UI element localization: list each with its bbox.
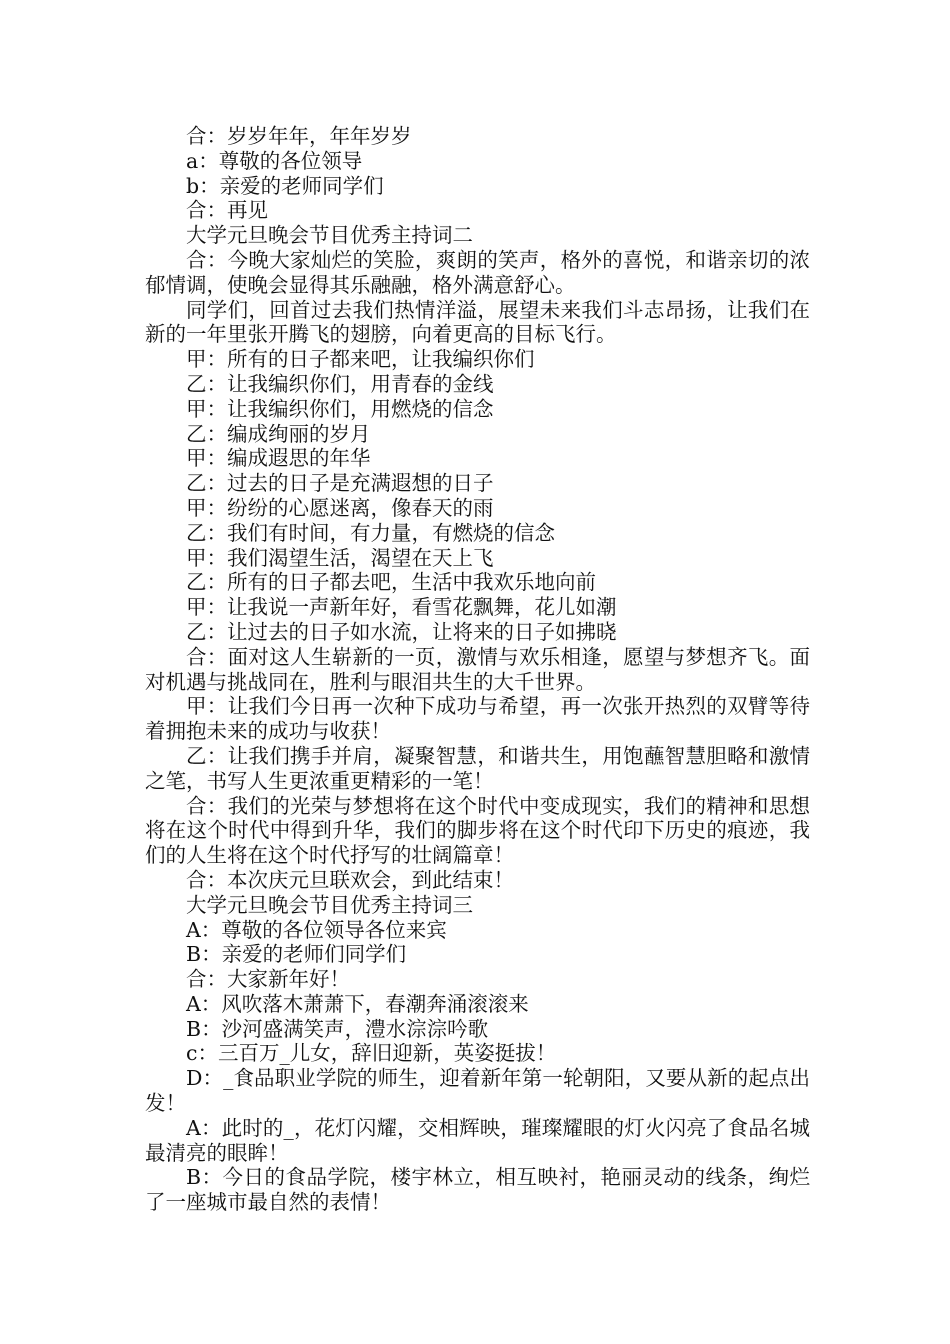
- paragraph: 合：岁岁年年，年年岁岁: [186, 124, 412, 148]
- paragraph: 合：本次庆元旦联欢会，到此结束！: [186, 867, 514, 892]
- paragraph: B：今日的食品学院，楼宇林立，相互映衬，艳丽灵动的线条，绚烂了一座城市最自然的表情！: [145, 1165, 810, 1215]
- paragraph: 甲：让我编织你们，用燃烧的信念: [186, 396, 494, 421]
- paragraph: 乙：让我们携手并肩，凝聚智慧，和谐共生，用饱蘸智慧胆略和激情之笔，书写人生更浓重更精彩的一笔！: [145, 743, 810, 793]
- paragraph: 甲：所有的日子都来吧，让我编织你们: [186, 347, 535, 372]
- section-heading: 大学元旦晚会节目优秀主持词二: [186, 223, 473, 248]
- paragraph: A：此时的_，花灯闪耀，交相辉映，璀璨耀眼的灯火闪亮了食品名城最清亮的眼眸！: [145, 1115, 810, 1165]
- paragraph: 乙：编成绚丽的岁月: [186, 421, 371, 446]
- paragraph: a：尊敬的各位领导: [186, 148, 363, 173]
- paragraph: 乙：让过去的日子如水流，让将来的日子如拂晓: [186, 619, 617, 644]
- section-heading: 大学元旦晚会节目优秀主持词三: [186, 892, 473, 917]
- paragraph: 合：大家新年好！: [186, 967, 350, 992]
- paragraph: 甲：让我们今日再一次种下成功与希望，再一次张开热烈的双臂等待着拥抱未来的成功与收获！: [145, 694, 810, 744]
- paragraph: 甲：纷纷的心愿迷离，像春天的雨: [186, 495, 494, 520]
- paragraph: 合：再见: [186, 198, 268, 223]
- paragraph: A：风吹落木萧萧下，春潮奔涌滚滚来: [186, 991, 529, 1016]
- paragraph: 乙：让我编织你们，用青春的金线: [186, 371, 494, 396]
- paragraph: 乙：过去的日子是充满遐想的日子: [186, 471, 494, 496]
- paragraph: B：沙河盛满笑声，澧水淙淙吟歌: [186, 1016, 489, 1041]
- paragraph: 合：今晚大家灿烂的笑脸，爽朗的笑声，格外的喜悦，和谐亲切的浓郁情调，使晚会显得其乐融融，格外满意舒心。: [145, 247, 810, 297]
- paragraph: 甲：我们渴望生活，渴望在天上飞: [186, 545, 494, 570]
- document-body: [145, 124, 810, 1215]
- paragraph: D：_食品职业学院的师生，迎着新年第一轮朝阳，又要从新的起点出发！: [145, 1066, 810, 1116]
- paragraph: 合：面对这人生崭新的一页，激情与欢乐相逢，愿望与梦想齐飞。面对机遇与挑战同在，胜利与眼泪共生的大千世界。: [145, 644, 810, 694]
- paragraph: c：三百万_儿女，辞旧迎新，英姿挺拔！: [186, 1041, 557, 1066]
- paragraph: 甲：让我说一声新年好，看雪花飘舞，花儿如潮: [186, 595, 617, 620]
- paragraph: 乙：所有的日子都去吧，生活中我欢乐地向前: [186, 570, 596, 595]
- paragraph: B：亲爱的老师们同学们: [186, 942, 407, 967]
- paragraph: 乙：我们有时间，有力量，有燃烧的信念: [186, 520, 555, 545]
- paragraph: 甲：编成遐思的年华: [186, 446, 371, 471]
- paragraph: 合：我们的光荣与梦想将在这个时代中变成现实，我们的精神和思想将在这个时代中得到升华，我们的脚步将在这个时代印下历史的痕迹，我们的人生将在这个时代抒写的壮阔篇章！: [145, 793, 810, 868]
- paragraph: 同学们，回首过去我们热情洋溢，展望未来我们斗志昂扬，让我们在新的一年里张开腾飞的翅膀，向着更高的目标飞行。: [145, 297, 810, 347]
- paragraph: A：尊敬的各位领导各位来宾: [186, 917, 447, 942]
- paragraph: b：亲爱的老师同学们: [186, 173, 384, 198]
